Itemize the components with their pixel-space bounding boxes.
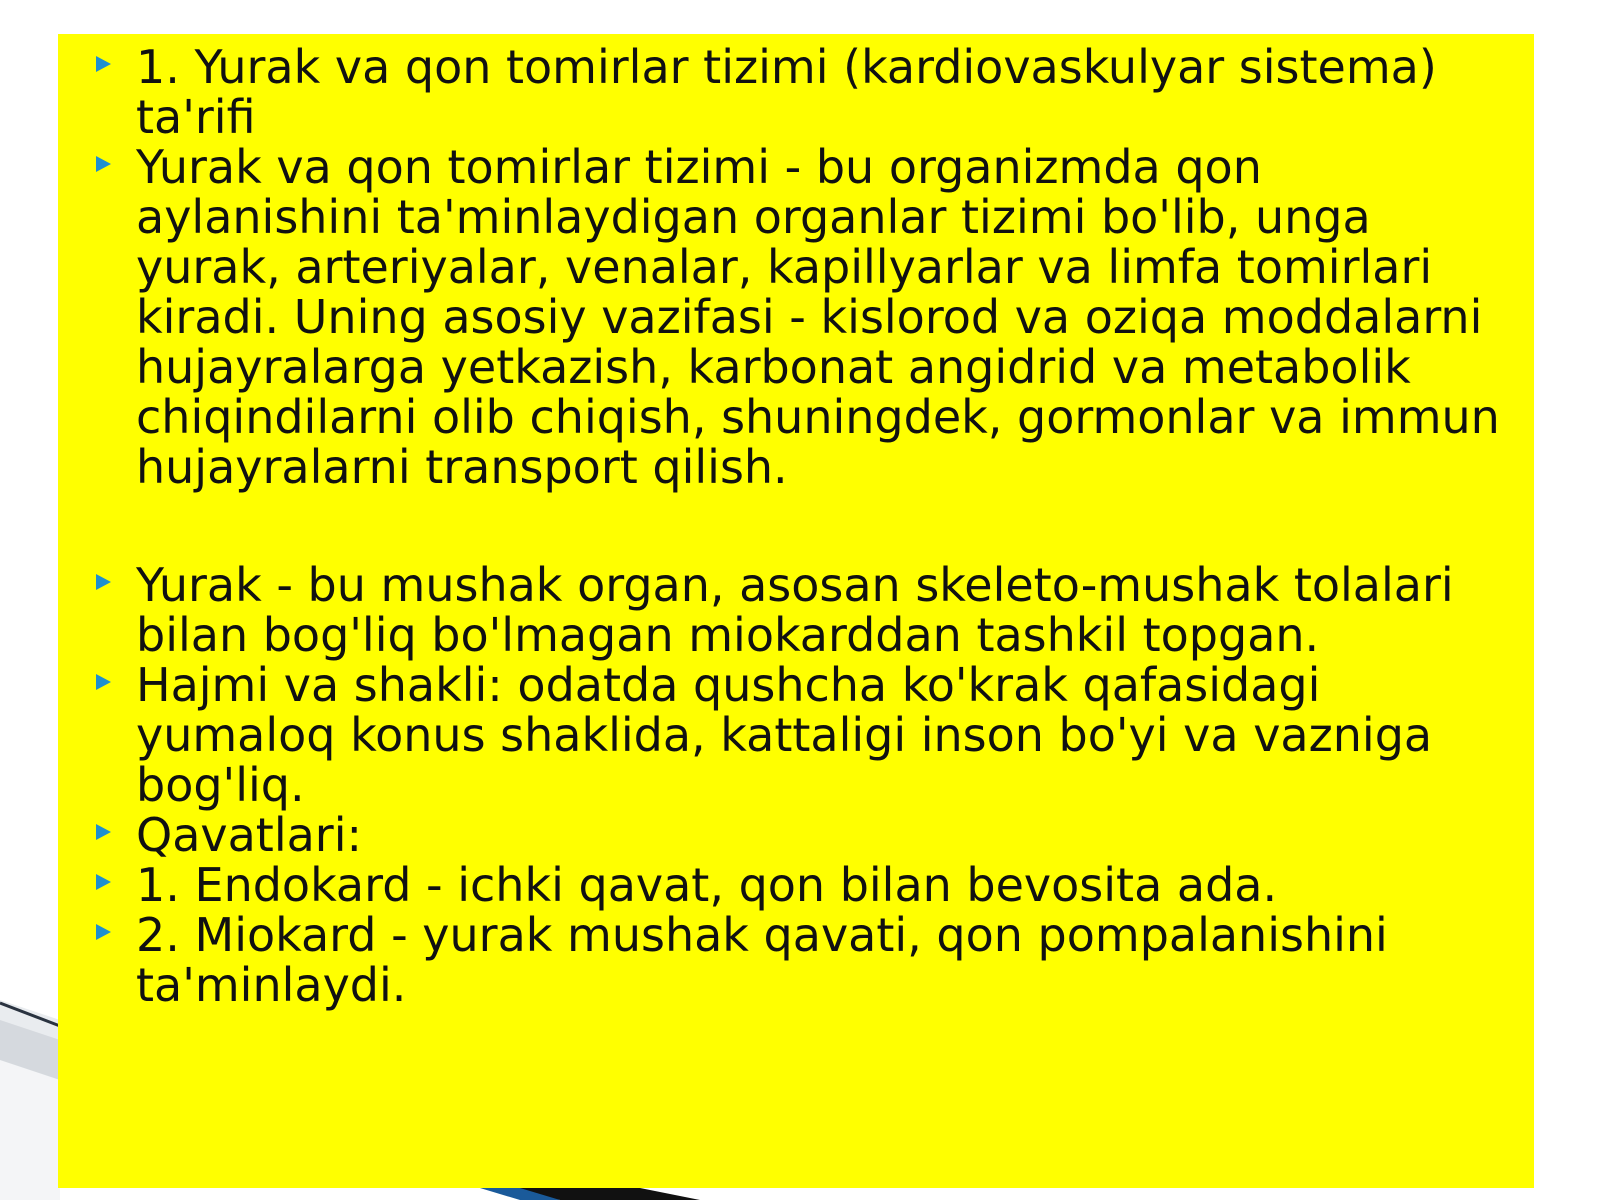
bullet-text: Yurak va qon tomirlar tizimi - bu organizmda qon aylanishini ta'minlaydigan organlar tizimi bo'lib, unga yurak, arteriyalar, venalar, kapillyarlar va limfa tomirlari kiradi. Uning asosiy vazifasi - kislorod va oziqa moddalarni hujayralarga yetkazish, karbonat angidrid va metabolik chiqindilarni olib chiqish, shuningdek, gormonlar va immun hujayralarni transport qilish.	[136, 140, 1500, 494]
triangle-bullet-icon	[96, 574, 111, 590]
triangle-bullet-icon	[96, 56, 111, 72]
bullet-item-definition-body	[96, 142, 1504, 492]
triangle-bullet-icon	[96, 924, 111, 940]
bullet-text: Yurak - bu mushak organ, asosan skeleto-mushak tolalari bilan bog'liq bo'lmagan miokarddan tashkil topgan.	[136, 558, 1454, 662]
bullet-text: 2. Miokard - yurak mushak qavati, qon pompalanishini ta'minlaydi.	[136, 908, 1388, 1012]
bullet-item-layers	[96, 810, 1504, 860]
triangle-bullet-icon	[96, 824, 111, 840]
triangle-bullet-icon	[96, 874, 111, 890]
bullet-text: Qavatlari:	[136, 808, 363, 862]
triangle-bullet-icon	[96, 674, 111, 690]
bullet-list	[96, 42, 1504, 1010]
bullet-item-endocard	[96, 860, 1504, 910]
slide-content-box	[58, 34, 1534, 1188]
bullet-item-size-shape	[96, 660, 1504, 810]
triangle-bullet-icon	[96, 156, 111, 172]
bullet-text: 1. Endokard - ichki qavat, qon bilan bevosita ada.	[136, 858, 1278, 912]
bullet-item-heart	[96, 560, 1504, 660]
bullet-item-definition-heading	[96, 42, 1504, 142]
bullet-text: Hajmi va shakli: odatda qushcha ko'krak qafasidagi yumaloq konus shaklida, kattaligi inson bo'yi va vazniga bog'liq.	[136, 658, 1433, 812]
bullet-text: 1. Yurak va qon tomirlar tizimi (kardiovaskulyar sistema) ta'rifi	[136, 40, 1437, 144]
bullet-item-myocard	[96, 910, 1504, 1010]
